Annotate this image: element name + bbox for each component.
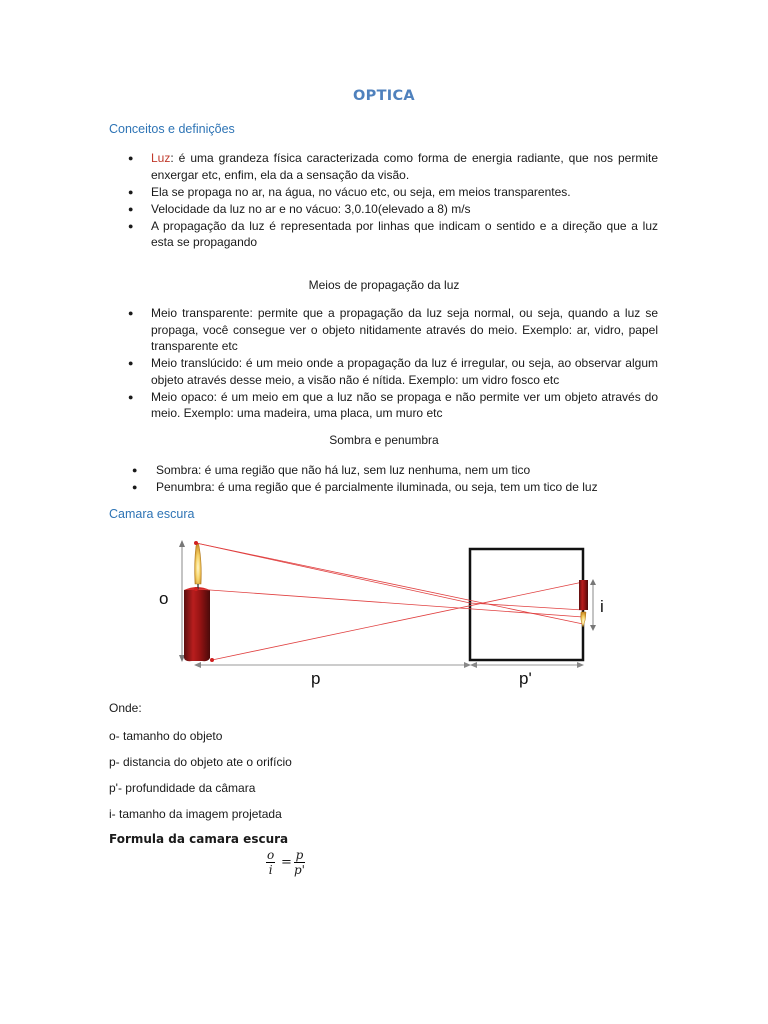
distance-p-prime-arrow	[470, 662, 584, 668]
bullet-icon: ●	[128, 308, 134, 318]
list-item-text: A propagação da luz é representada por linhas que indicam o sentido e a direção que a luz esta se propagando	[151, 218, 658, 249]
list-item	[128, 218, 658, 251]
concepts-list	[128, 150, 658, 251]
list-item-text: Sombra: é uma região que não há luz, sem luz nenhuma, nem um tico	[156, 463, 531, 477]
list-item	[128, 305, 658, 355]
formula-right-fraction	[294, 848, 305, 877]
formula-numerator-p: p	[295, 848, 304, 862]
section-heading-sombra: Sombra e penumbra	[329, 433, 439, 447]
definition-o: o- tamanho do objeto	[109, 729, 223, 743]
image-height-arrow	[590, 579, 596, 631]
list-item	[132, 462, 666, 479]
ray-endpoints	[194, 541, 585, 662]
bullet-icon: ●	[128, 153, 134, 163]
bullet-icon: ●	[132, 482, 138, 492]
list-item	[128, 355, 658, 388]
bullet-icon: ●	[128, 186, 134, 197]
section-heading-meios: Meios de propagação da luz	[308, 278, 460, 292]
label-p-prime: p'	[519, 669, 532, 688]
keyword-luz: Luz	[151, 151, 171, 165]
label-p: p	[311, 669, 321, 688]
bullet-icon: ●	[128, 391, 134, 402]
label-o: o	[159, 589, 169, 608]
label-i: i	[600, 597, 604, 616]
formula-denominator-p-prime: p'	[294, 863, 305, 877]
projected-image-icon	[579, 580, 588, 627]
definition-i: i- tamanho da imagem projetada	[109, 807, 282, 821]
formula-title: Formula da camara escura	[109, 832, 289, 846]
definition-p: p- distancia do objeto ate o orifício	[109, 755, 292, 769]
shadow-list	[132, 462, 666, 496]
camera-obscura-diagram	[150, 530, 610, 695]
formula-numerator-o: o	[267, 848, 275, 862]
list-item	[128, 150, 658, 183]
candle-object-icon	[184, 543, 210, 661]
list-item-text: : é uma grandeza física caracterizada como forma de energia radiante, que nos permite enxergar etc, enfim, ela da a sensação da visão.	[151, 151, 658, 182]
list-item-text: Ela se propaga no ar, na água, no vácuo etc, ou seja, em meios transparentes.	[151, 184, 571, 199]
formula-equals: =	[281, 855, 292, 870]
list-item	[128, 201, 658, 218]
dark-chamber-box	[470, 549, 583, 660]
definition-p-prime: p'- profundidade da câmara	[109, 781, 256, 795]
list-item	[128, 389, 658, 422]
page-title: OPTICA	[353, 88, 415, 104]
bullet-icon: ●	[128, 220, 134, 231]
onde-label: Onde:	[109, 701, 142, 715]
bullet-icon: ●	[128, 358, 134, 368]
bullet-icon: ●	[128, 203, 134, 214]
formula-denominator-i: i	[268, 863, 273, 877]
formula-left-fraction	[266, 848, 275, 877]
list-item-text: Penumbra: é uma região que é parcialmente iluminada, ou seja, tem um tico de luz	[156, 480, 598, 494]
list-item-text: Velocidade da luz no ar e no vácuo: 3,0.10(elevado a 8) m/s	[151, 201, 471, 216]
light-rays	[196, 543, 583, 660]
list-item	[128, 184, 658, 201]
list-item	[132, 479, 666, 496]
list-item-text: Meio transparente: permite que a propagação da luz seja normal, ou seja, quando a luz se propaga, você consegue ver o objeto nitidamente através do meio. Exemplo: ar, vidro, papel transparente etc	[151, 306, 658, 353]
distance-p-arrow	[194, 662, 471, 668]
bullet-icon: ●	[132, 465, 138, 475]
section-heading-camara: Camara escura	[109, 507, 195, 521]
list-item-text: Meio opaco: é um meio em que a luz não se propaga e não permite ver um objeto através do meio. Exemplo: uma madeira, uma placa, um muro etc	[151, 389, 658, 420]
list-item-text: Meio translúcido: é um meio onde a propagação da luz é irregular, ou seja, ao observar algum objeto através desse meio, a visão não é nítida. Exemplo: um vidro fosco etc	[151, 356, 658, 387]
section-heading-conceitos: Conceitos e definições	[109, 122, 235, 136]
media-list	[128, 305, 658, 422]
